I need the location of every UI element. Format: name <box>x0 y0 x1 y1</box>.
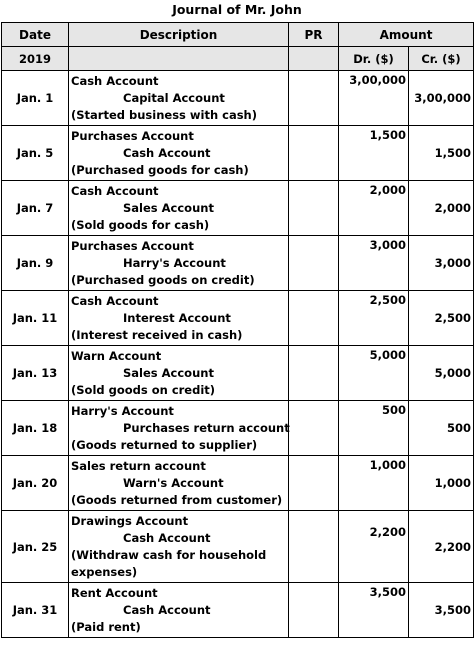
entry-date: Jan. 31 <box>2 583 69 638</box>
entry-description <box>69 71 289 126</box>
debit-account: Harry's Account <box>71 403 174 418</box>
entry-description <box>69 511 289 583</box>
entry-debit-cell <box>339 236 409 291</box>
narration: (Purchased goods on credit) <box>71 272 255 287</box>
entry-credit-amount: 3,00,000 <box>409 71 474 126</box>
entry-description <box>69 236 289 291</box>
journal-entry-row <box>2 583 474 638</box>
pr-header: PR <box>289 23 339 47</box>
credit-account: Sales Account <box>123 200 214 215</box>
narration: (Goods returned to supplier) <box>71 437 258 452</box>
entry-date: Jan. 5 <box>2 126 69 181</box>
entry-pr <box>289 401 339 456</box>
entry-credit-amount: 500 <box>409 401 474 456</box>
entry-credit-amount: 1,000 <box>409 456 474 511</box>
journal-entry-row <box>2 291 474 346</box>
entry-debit-cell <box>339 126 409 181</box>
date-header: Date <box>2 23 69 47</box>
debit-account: Rent Account <box>71 585 158 600</box>
entry-debit-amount: 3,000 <box>369 238 406 252</box>
credit-account: Cash Account <box>123 530 211 545</box>
debit-account: Cash Account <box>71 183 159 198</box>
entry-pr <box>289 236 339 291</box>
entry-debit-amount: 2,500 <box>369 293 406 307</box>
debit-account: Purchases Account <box>71 238 194 253</box>
narration: (Sold goods for cash) <box>71 217 210 232</box>
debit-account: Cash Account <box>71 73 159 88</box>
entry-debit-amount: 2,000 <box>369 183 406 197</box>
journal-entry-row <box>2 511 474 583</box>
entry-debit-cell <box>339 583 409 638</box>
entry-credit-amount: 5,000 <box>409 346 474 401</box>
narration: (Started business with cash) <box>71 107 258 122</box>
journal-entry-row <box>2 401 474 456</box>
entry-debit-amount: 3,500 <box>369 585 406 599</box>
journal-entry-row <box>2 346 474 401</box>
description-header: Description <box>69 23 289 47</box>
entry-date: Jan. 1 <box>2 71 69 126</box>
narration: (Interest received in cash) <box>71 327 243 342</box>
debit-account: Purchases Account <box>71 128 194 143</box>
credit-account: Purchases return account <box>123 420 290 435</box>
credit-account: Capital Account <box>123 90 225 105</box>
narration: (Sold goods on credit) <box>71 382 216 397</box>
credit-account: Harry's Account <box>123 255 226 270</box>
entry-description <box>69 346 289 401</box>
entry-date: Jan. 25 <box>2 511 69 583</box>
entry-credit-amount: 2,000 <box>409 181 474 236</box>
journal-table <box>1 22 474 638</box>
entry-pr <box>289 291 339 346</box>
entry-debit-amount: 3,00,000 <box>349 73 406 87</box>
entry-pr <box>289 126 339 181</box>
debit-account: Warn Account <box>71 348 162 363</box>
entry-description <box>69 401 289 456</box>
entry-date: Jan. 7 <box>2 181 69 236</box>
entry-date: Jan. 13 <box>2 346 69 401</box>
subheader-description-cell <box>69 47 289 71</box>
entry-debit-cell <box>339 456 409 511</box>
journal-entry-row <box>2 126 474 181</box>
debit-account: Drawings Account <box>71 513 189 528</box>
narration: (Goods returned from customer) <box>71 492 283 507</box>
entry-credit-amount: 2,200 <box>409 511 474 583</box>
entry-pr <box>289 71 339 126</box>
entry-debit-cell <box>339 511 409 583</box>
entry-date: Jan. 9 <box>2 236 69 291</box>
journal-entry-row <box>2 236 474 291</box>
entry-pr <box>289 456 339 511</box>
year-cell: 2019 <box>2 47 69 71</box>
entry-credit-amount: 2,500 <box>409 291 474 346</box>
entry-description <box>69 291 289 346</box>
header-row <box>2 23 474 47</box>
narration: (Paid rent) <box>71 619 141 634</box>
entry-credit-amount: 1,500 <box>409 126 474 181</box>
entry-credit-amount: 3,000 <box>409 236 474 291</box>
entry-debit-cell <box>339 346 409 401</box>
debit-account: Cash Account <box>71 293 159 308</box>
entry-pr <box>289 346 339 401</box>
credit-account: Cash Account <box>123 145 211 160</box>
entry-credit-amount: 3,500 <box>409 583 474 638</box>
credit-account: Cash Account <box>123 602 211 617</box>
entry-debit-cell <box>339 401 409 456</box>
entry-debit-amount: 1,500 <box>369 128 406 142</box>
journal-title: Journal of Mr. John <box>172 2 302 17</box>
entry-debit-amount: 2,200 <box>369 525 406 539</box>
entry-pr <box>289 181 339 236</box>
journal-entry-row <box>2 71 474 126</box>
credit-account: Warn's Account <box>123 475 224 490</box>
journal-entry-row <box>2 456 474 511</box>
entry-debit-cell <box>339 181 409 236</box>
entry-debit-amount: 500 <box>381 403 406 417</box>
entry-description <box>69 181 289 236</box>
dr-header: Dr. ($) <box>339 47 409 71</box>
entry-pr <box>289 511 339 583</box>
credit-account: Interest Account <box>123 310 231 325</box>
entry-date: Jan. 20 <box>2 456 69 511</box>
entry-debit-cell <box>339 291 409 346</box>
entry-debit-amount: 5,000 <box>369 348 406 362</box>
entry-debit-cell <box>339 71 409 126</box>
entry-date: Jan. 11 <box>2 291 69 346</box>
narration: (Purchased goods for cash) <box>71 162 249 177</box>
entry-description <box>69 583 289 638</box>
entry-description <box>69 456 289 511</box>
entry-pr <box>289 583 339 638</box>
credit-account: Sales Account <box>123 365 214 380</box>
narration: (Withdraw cash for household expenses) <box>71 547 267 579</box>
subheader-pr-cell <box>289 47 339 71</box>
journal-entry-row <box>2 181 474 236</box>
entry-debit-amount: 1,000 <box>369 458 406 472</box>
subheader-row <box>2 47 474 71</box>
debit-account: Sales return account <box>71 458 206 473</box>
entry-date: Jan. 18 <box>2 401 69 456</box>
cr-header: Cr. ($) <box>409 47 474 71</box>
entry-description <box>69 126 289 181</box>
amount-header: Amount <box>339 23 474 47</box>
